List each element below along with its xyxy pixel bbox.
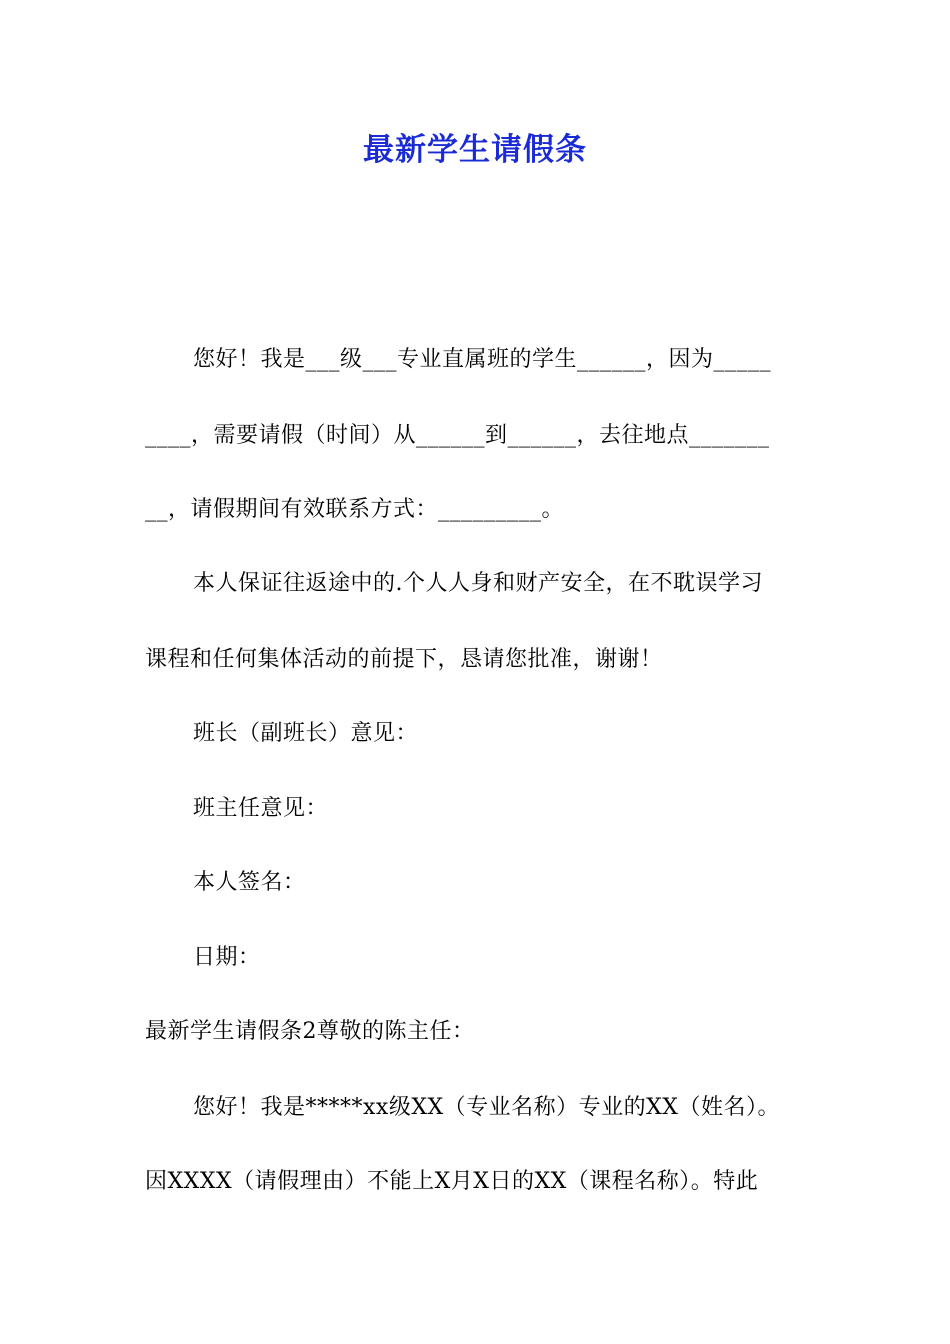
paragraph-line: 课程和任何集体活动的前提下，恳请您批准，谢谢！ (145, 647, 663, 672)
head-teacher-opinion-label: 班主任意见： (193, 796, 329, 821)
paragraph-line: __，请假期间有效联系方式：_________。 (145, 497, 565, 522)
paragraph-line: 本人保证往返途中的.个人人身和财产安全，在不耽误学习 (193, 571, 763, 596)
date-label: 日期： (193, 945, 261, 970)
paragraph-line: 您好！我是*****xx级XX（专业名称）专业的XX（姓名）。 (193, 1095, 780, 1120)
paragraph-line: ____，需要请假（时间）从______到______，去往地点_______ (145, 423, 770, 448)
paragraph-line: 因XXXX（请假理由）不能上X月X日的XX（课程名称）。特此 (145, 1169, 759, 1194)
signature-label: 本人签名： (193, 870, 306, 895)
paragraph-line: 您好！我是___级___专业直属班的学生______，因为_____ (193, 347, 772, 372)
page-title: 最新学生请假条 (363, 132, 587, 168)
second-note-heading: 最新学生请假条2尊敬的陈主任： (145, 1019, 475, 1044)
monitor-opinion-label: 班长（副班长）意见： (193, 721, 419, 746)
